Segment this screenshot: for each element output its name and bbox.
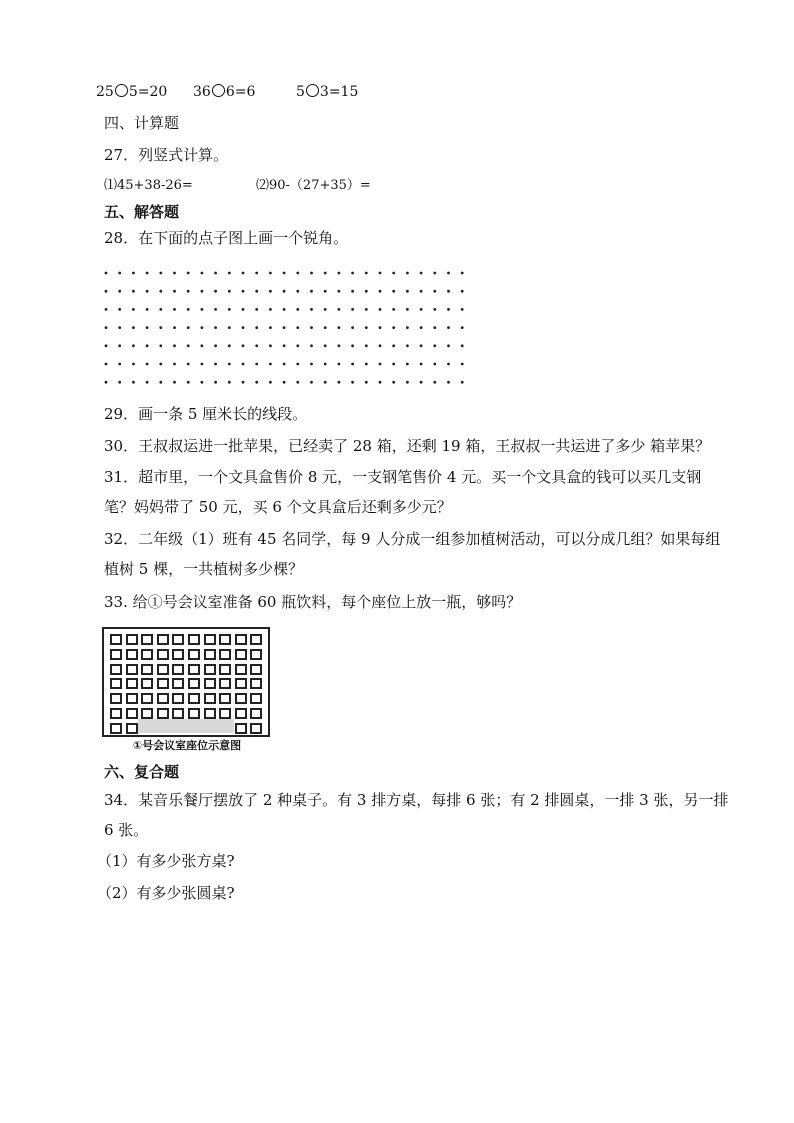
seat [126,649,138,660]
grid-dot[interactable] [296,363,299,366]
grid-dot[interactable] [146,272,149,275]
grid-dot[interactable] [365,344,368,347]
grid-dot[interactable] [461,272,464,275]
dot-grid[interactable] [104,268,474,386]
grid-dot[interactable] [283,344,286,347]
section-5-title: 五、解答题 [104,203,180,221]
grid-dot[interactable] [187,381,190,384]
grid-dot[interactable] [201,308,204,311]
grid-dot[interactable] [242,290,245,293]
question-31-line-2: 笔？妈妈带了 50 元，买 6 个文具盒后还剩多少元？ [104,498,452,516]
grid-dot[interactable] [296,326,299,329]
equation-2-left: 36 [193,84,211,100]
grid-dot[interactable] [461,290,464,293]
grid-dot[interactable] [255,363,258,366]
grid-dot[interactable] [433,272,436,275]
grid-dot[interactable] [255,290,258,293]
grid-dot[interactable] [146,290,149,293]
grid-dot[interactable] [433,290,436,293]
grid-dot[interactable] [338,308,341,311]
grid-dot[interactable] [105,344,108,347]
grid-dot[interactable] [214,344,217,347]
grid-dot[interactable] [420,381,423,384]
grid-dot[interactable] [392,290,395,293]
grid-dot[interactable] [379,363,382,366]
seat [235,649,247,660]
grid-dot[interactable] [255,308,258,311]
grid-dot[interactable] [269,344,272,347]
grid-dot[interactable] [118,344,121,347]
seat [250,664,262,675]
grid-dot[interactable] [173,344,176,347]
seat [141,664,153,675]
grid-dot[interactable] [433,308,436,311]
grid-dot[interactable] [365,381,368,384]
grid-dot[interactable] [214,381,217,384]
grid-dot[interactable] [242,381,245,384]
grid-dot[interactable] [132,272,135,275]
grid-dot[interactable] [433,326,436,329]
grid-dot[interactable] [338,272,341,275]
grid-dot[interactable] [187,363,190,366]
seat [219,664,231,675]
grid-dot[interactable] [173,363,176,366]
seat [250,634,262,645]
grid-dot[interactable] [365,272,368,275]
question-33: 33. 给①号会议室准备 60 瓶饮料，每个座位上放一瓶，够吗？ [104,593,522,611]
grid-dot[interactable] [461,381,464,384]
grid-dot[interactable] [406,290,409,293]
grid-dot[interactable] [173,290,176,293]
section-4-title: 四、计算题 [104,114,180,132]
grid-dot[interactable] [420,363,423,366]
grid-dot[interactable] [187,344,190,347]
seat [141,634,153,645]
seat [141,678,153,689]
question-32-line-1: 32．二年级（1）班有 45 名同学，每 9 人分成一组参加植树活动，可以分成几组？如果每组 [104,530,721,548]
grid-dot[interactable] [201,363,204,366]
seat [110,664,122,675]
grid-dot[interactable] [214,290,217,293]
grid-dot[interactable] [187,290,190,293]
operator-blank-circle[interactable] [306,84,319,97]
grid-dot[interactable] [310,326,313,329]
seat [172,649,184,660]
seat [141,708,153,719]
question-34-line-1: 34．某音乐餐厅摆放了 2 种桌子。有 3 排方桌，每排 6 张；有 2 排圆桌，一排 3 张，另一排 [104,791,729,809]
grid-dot[interactable] [338,290,341,293]
grid-dot[interactable] [132,290,135,293]
grid-dot[interactable] [118,308,121,311]
grid-dot[interactable] [379,344,382,347]
grid-dot[interactable] [461,308,464,311]
grid-dot[interactable] [461,326,464,329]
grid-dot[interactable] [310,308,313,311]
grid-dot[interactable] [310,272,313,275]
question-27-b: ⑵90-（27+35）= [256,178,371,193]
grid-dot[interactable] [351,290,354,293]
grid-dot[interactable] [283,381,286,384]
grid-dot[interactable] [447,308,450,311]
grid-dot[interactable] [132,326,135,329]
grid-dot[interactable] [146,381,149,384]
seat [250,723,262,734]
seat [110,708,122,719]
seat [126,664,138,675]
grid-dot[interactable] [379,272,382,275]
seat [235,678,247,689]
grid-dot[interactable] [214,363,217,366]
grid-dot[interactable] [392,308,395,311]
grid-dot[interactable] [433,344,436,347]
grid-dot[interactable] [433,363,436,366]
grid-dot[interactable] [105,272,108,275]
grid-dot[interactable] [159,290,162,293]
grid-dot[interactable] [420,290,423,293]
grid-dot[interactable] [392,326,395,329]
grid-dot[interactable] [105,308,108,311]
grid-dot[interactable] [146,326,149,329]
grid-dot[interactable] [461,363,464,366]
seat [188,708,200,719]
grid-dot[interactable] [365,308,368,311]
grid-dot[interactable] [351,344,354,347]
seat [126,634,138,645]
grid-dot[interactable] [324,308,327,311]
grid-dot[interactable] [269,381,272,384]
grid-dot[interactable] [296,272,299,275]
question-30: 30．王叔叔运进一批苹果，已经卖了 28 箱，还剩 19 箱，王叔叔一共运进了多少 箱苹果？ [104,437,711,455]
grid-dot[interactable] [159,272,162,275]
grid-dot[interactable] [269,308,272,311]
equation-3-left: 5 [296,84,305,100]
seat [235,664,247,675]
grid-dot[interactable] [365,363,368,366]
grid-dot[interactable] [406,363,409,366]
seat [235,708,247,719]
grid-dot[interactable] [118,290,121,293]
grid-dot[interactable] [228,344,231,347]
grid-dot[interactable] [379,290,382,293]
grid-dot[interactable] [406,381,409,384]
grid-dot[interactable] [159,308,162,311]
seat [188,634,200,645]
grid-dot[interactable] [283,290,286,293]
equation-1-right: 5=20 [128,84,168,100]
grid-dot[interactable] [406,326,409,329]
grid-dot[interactable] [269,363,272,366]
grid-dot[interactable] [420,344,423,347]
grid-dot[interactable] [201,290,204,293]
question-27: 27．列竖式计算。 [104,146,229,164]
grid-dot[interactable] [283,308,286,311]
operator-blank-circle[interactable] [212,84,225,97]
grid-dot[interactable] [283,326,286,329]
seat-diagram-caption: ①号会议室座位示意图 [132,739,242,752]
grid-dot[interactable] [461,344,464,347]
seat [157,708,169,719]
grid-dot[interactable] [187,308,190,311]
grid-dot[interactable] [105,363,108,366]
operator-blank-circle[interactable] [115,84,128,97]
grid-dot[interactable] [324,272,327,275]
seat [204,708,216,719]
seat [172,708,184,719]
grid-dot[interactable] [187,272,190,275]
seat [110,634,122,645]
grid-dot[interactable] [447,290,450,293]
grid-dot[interactable] [447,272,450,275]
seat [172,664,184,675]
grid-dot[interactable] [242,363,245,366]
seat [126,693,138,704]
grid-dot[interactable] [269,326,272,329]
grid-dot[interactable] [392,381,395,384]
grid-dot[interactable] [201,272,204,275]
grid-dot[interactable] [105,326,108,329]
question-34-line-2: 6 张。 [104,821,149,839]
seat [141,693,153,704]
seat [204,649,216,660]
grid-dot[interactable] [351,363,354,366]
grid-dot[interactable] [296,381,299,384]
seat [219,649,231,660]
grid-dot[interactable] [242,272,245,275]
grid-dot[interactable] [406,308,409,311]
seat [235,723,247,734]
seat [219,678,231,689]
grid-dot[interactable] [201,326,204,329]
equation-1 [96,82,167,102]
seat [141,649,153,660]
question-34-sub-1: （1）有多少张方桌? [97,852,235,870]
equation-3-right: 3=15 [319,84,359,100]
grid-dot[interactable] [447,326,450,329]
grid-dot[interactable] [159,326,162,329]
grid-dot[interactable] [159,363,162,366]
grid-dot[interactable] [296,290,299,293]
grid-dot[interactable] [255,326,258,329]
grid-dot[interactable] [392,272,395,275]
seat [126,678,138,689]
seat [157,664,169,675]
question-31-line-1: 31．超市里，一个文具盒售价 8 元，一支钢笔售价 4 元。买一个文具盒的钱可以买几支钢 [104,468,702,486]
grid-dot[interactable] [420,308,423,311]
grid-dot[interactable] [351,308,354,311]
grid-dot[interactable] [351,326,354,329]
grid-dot[interactable] [228,290,231,293]
grid-dot[interactable] [242,326,245,329]
seat [110,693,122,704]
grid-dot[interactable] [338,344,341,347]
grid-dot[interactable] [324,326,327,329]
grid-dot[interactable] [433,381,436,384]
grid-dot[interactable] [173,272,176,275]
grid-dot[interactable] [173,326,176,329]
grid-dot[interactable] [447,381,450,384]
grid-dot[interactable] [379,381,382,384]
grid-dot[interactable] [118,326,121,329]
grid-dot[interactable] [324,344,327,347]
grid-dot[interactable] [379,308,382,311]
grid-dot[interactable] [242,344,245,347]
grid-dot[interactable] [118,272,121,275]
equation-1-left: 25 [96,84,114,100]
seat [219,634,231,645]
seat [250,693,262,704]
seat [172,678,184,689]
grid-dot[interactable] [338,326,341,329]
seat [219,693,231,704]
grid-dot[interactable] [406,344,409,347]
grid-dot[interactable] [214,272,217,275]
seat [188,664,200,675]
grid-dot[interactable] [187,326,190,329]
seat [126,708,138,719]
grid-dot[interactable] [324,363,327,366]
grid-dot[interactable] [447,363,450,366]
grid-dot[interactable] [310,344,313,347]
grid-dot[interactable] [132,344,135,347]
grid-dot[interactable] [255,344,258,347]
question-32-line-2: 植树 5 棵，一共植树多少棵？ [104,560,304,578]
equation-2-right: 6=6 [225,84,256,100]
seat [188,649,200,660]
seat [157,678,169,689]
grid-dot[interactable] [269,290,272,293]
grid-dot[interactable] [228,308,231,311]
grid-dot[interactable] [269,272,272,275]
grid-dot[interactable] [173,381,176,384]
grid-dot[interactable] [173,308,176,311]
grid-dot[interactable] [283,363,286,366]
seat [110,723,122,734]
grid-dot[interactable] [228,381,231,384]
grid-dot[interactable] [146,363,149,366]
grid-dot[interactable] [201,381,204,384]
grid-dot[interactable] [214,308,217,311]
grid-dot[interactable] [324,381,327,384]
grid-dot[interactable] [310,363,313,366]
question-29: 29．画一条 5 厘米长的线段。 [104,405,308,423]
seat [188,693,200,704]
seat [204,634,216,645]
grid-dot[interactable] [392,363,395,366]
grid-dot[interactable] [132,381,135,384]
grid-dot[interactable] [159,381,162,384]
question-34-sub-2: （2）有多少张圆桌? [97,884,235,902]
grid-dot[interactable] [242,308,245,311]
grid-dot[interactable] [255,272,258,275]
equation-3 [296,82,358,102]
seat [219,708,231,719]
seat [204,678,216,689]
grid-dot[interactable] [118,363,121,366]
seat [157,634,169,645]
grid-dot[interactable] [392,344,395,347]
grid-dot[interactable] [132,363,135,366]
seat [157,693,169,704]
grid-dot[interactable] [351,272,354,275]
grid-dot[interactable] [105,381,108,384]
seat [110,678,122,689]
section-6-title: 六、复合题 [104,763,180,781]
seat [250,708,262,719]
grid-dot[interactable] [420,272,423,275]
grid-dot[interactable] [296,344,299,347]
grid-dot[interactable] [351,381,354,384]
grid-dot[interactable] [379,326,382,329]
grid-dot[interactable] [310,381,313,384]
grid-dot[interactable] [201,344,204,347]
grid-dot[interactable] [296,308,299,311]
grid-dot[interactable] [365,326,368,329]
seat [204,693,216,704]
grid-dot[interactable] [146,308,149,311]
seat [188,678,200,689]
seat [110,649,122,660]
seat [204,664,216,675]
seat [235,693,247,704]
seat-diagram [102,627,270,737]
seat [157,649,169,660]
grid-dot[interactable] [132,308,135,311]
grid-dot[interactable] [214,326,217,329]
seat [172,693,184,704]
seat-aisle [138,719,234,733]
grid-dot[interactable] [447,344,450,347]
grid-dot[interactable] [255,381,258,384]
seat [126,723,138,734]
seat [172,634,184,645]
equation-2 [193,82,255,102]
grid-dot[interactable] [365,290,368,293]
grid-dot[interactable] [105,290,108,293]
grid-dot[interactable] [283,272,286,275]
grid-dot[interactable] [228,272,231,275]
grid-dot[interactable] [338,363,341,366]
grid-dot[interactable] [228,363,231,366]
grid-dot[interactable] [310,290,313,293]
grid-dot[interactable] [338,381,341,384]
grid-dot[interactable] [420,326,423,329]
seat [250,649,262,660]
seat [250,678,262,689]
seat [235,634,247,645]
question-27-a: ⑴45+38-26= [104,178,193,193]
grid-dot[interactable] [159,344,162,347]
grid-dot[interactable] [146,344,149,347]
grid-dot[interactable] [406,272,409,275]
question-28: 28．在下面的点子图上画一个锐角。 [104,229,349,247]
grid-dot[interactable] [118,381,121,384]
grid-dot[interactable] [324,290,327,293]
grid-dot[interactable] [228,326,231,329]
